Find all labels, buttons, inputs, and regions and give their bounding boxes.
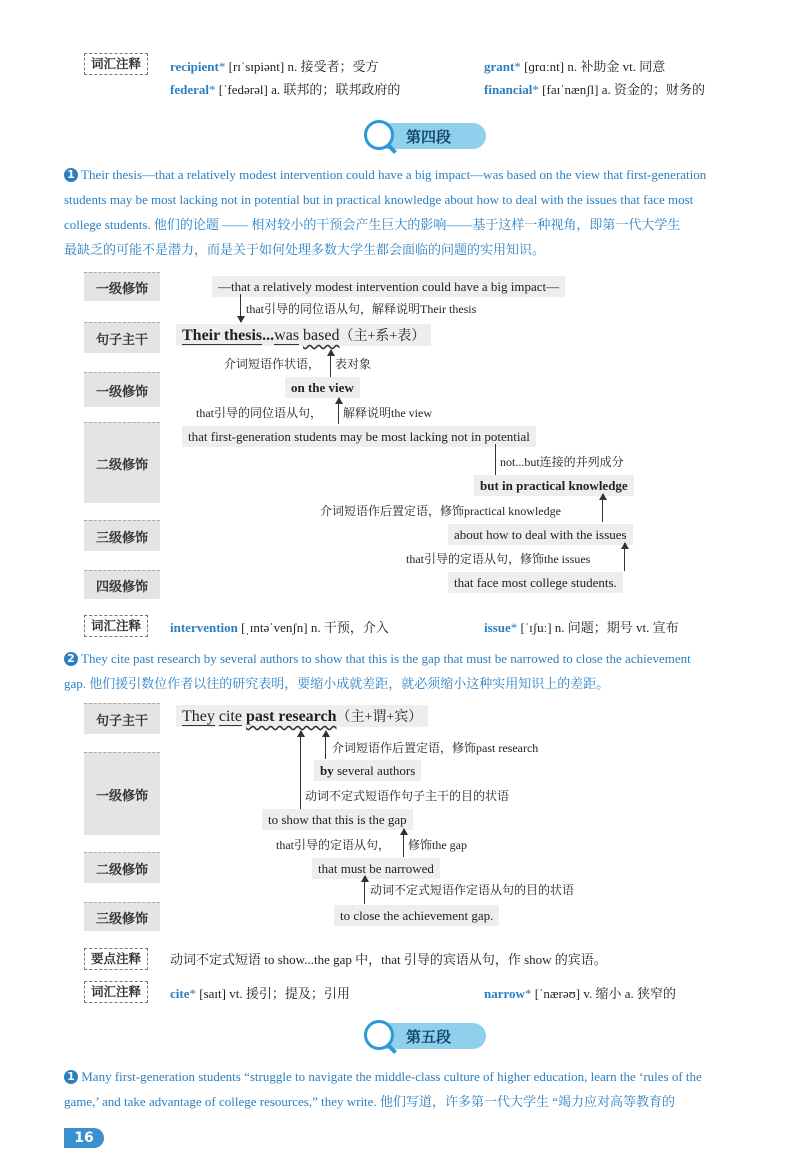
vocab-entry: intervention [ˌɪntəˈvenʃn] n. 干预，介入 <box>170 620 389 635</box>
sentence-trunk: They cite past research（主+谓+宾） <box>176 705 428 727</box>
paragraph: 1 Many first-generation students “struggle to navigate the middle-class culture of higher education, learn the ‘rules of the game,’ and take advantage of college resources,” they write. 他们写道，许多第一代大学生 “竭力应对高等教育的 <box>64 1069 702 1109</box>
section-header <box>366 123 486 149</box>
level-label: 句子主干 <box>84 322 160 353</box>
annotation: 表对象 <box>335 357 372 371</box>
clause-that-face: that face most college students. <box>448 572 623 593</box>
section-title: 第四段 <box>406 128 452 146</box>
arrow <box>240 294 241 322</box>
level-label: 二级修饰 <box>84 422 160 503</box>
vocab-entry: grant* [ɡrɑːnt] n. 补助金 vt. 同意 <box>484 59 666 74</box>
annotation: that引导的同位语从句，解释说明Their thesis <box>246 302 477 316</box>
phrase-on-the-view: on the view <box>285 377 360 398</box>
arrow <box>330 350 331 378</box>
vocab-entry: financial* [faɪˈnænʃl] a. 资金的；财务的 <box>484 82 705 97</box>
vocab-tag: 词汇注释 <box>84 53 148 75</box>
level-label: 三级修饰 <box>84 520 160 551</box>
clause-that-must: that must be narrowed <box>312 858 440 879</box>
annotation: 介词短语作状语， <box>224 357 321 371</box>
arrow <box>602 494 603 522</box>
level-label: 四级修饰 <box>84 570 160 599</box>
key-point-text: 动词不定式短语 to show...the gap 中，that 引导的宾语从句，作 show 的宾语。 <box>170 952 607 967</box>
sentence-number: 2 <box>64 652 78 666</box>
annotation: not...but连接的并列成分 <box>500 455 624 469</box>
page-number: 16 <box>64 1128 104 1148</box>
paragraph: 1 Their thesis—that a relatively modest intervention could have a big impact—was based on the view that first-generation students may be most lacking not in potential but in practical knowledge about how to deal with the issues that face most college students. 他们的论题 —— 相对较小的干预会产生巨大的影响——基于这样一种视角，即第一代大学生 最缺乏的可能不是潜力，而是关于如何处理多数大学生都会面临的问题的实用知识。 <box>64 167 707 257</box>
level-label: 句子主干 <box>84 703 160 734</box>
annotation: 动词不定式短语作句子主干的目的状语 <box>305 789 510 803</box>
vocab-entry: narrow* [ˈnærəʊ] v. 缩小 a. 狭窄的 <box>484 986 677 1001</box>
paragraph: 2 They cite past research by several authors to show that this is the gap that must be narrowed to close the achievement gap. 他们援引数位作者以往的研究表明，要缩小成就差距，就必须缩小这种实用知识上的差距。 <box>64 651 691 691</box>
appositive-clause: —that a relatively modest intervention could have a big impact— <box>212 276 565 297</box>
appositive-clause: that first-generation students may be most lacking not in potential <box>182 426 536 447</box>
annotation: 解释说明the view <box>343 406 432 420</box>
vocab-tag: 词汇注释 <box>84 981 148 1003</box>
magnifier-icon <box>364 120 394 150</box>
phrase-to-show: to show that this is the gap <box>262 809 413 830</box>
arrow <box>624 543 625 571</box>
level-label: 一级修饰 <box>84 752 160 835</box>
annotation: that引导的定语从句，修饰the issues <box>406 552 591 566</box>
annotation: 介词短语作后置定语，修饰past research <box>332 741 539 755</box>
annotation: 动词不定式短语作定语从句的目的状语 <box>370 883 575 897</box>
phrase-but-in: but in practical knowledge <box>474 475 634 496</box>
annotation: 修饰the gap <box>408 838 467 852</box>
phrase-about: about how to deal with the issues <box>448 524 633 545</box>
phrase-by: by several authors <box>314 760 421 781</box>
vocab-tag: 词汇注释 <box>84 615 148 637</box>
vocab-entry: recipient* [rɪˈsɪpiənt] n. 接受者；受方 <box>170 59 379 74</box>
key-point-tag: 要点注释 <box>84 948 148 970</box>
annotation: that引导的定语从句， <box>276 838 390 852</box>
level-label: 一级修饰 <box>84 272 160 301</box>
vocab-entry: cite* [saɪt] vt. 援引；提及；引用 <box>170 986 350 1001</box>
arrow <box>300 731 301 809</box>
level-label: 二级修饰 <box>84 852 160 883</box>
level-label: 三级修饰 <box>84 902 160 931</box>
sentence-number: 1 <box>64 1070 78 1084</box>
level-label: 一级修饰 <box>84 372 160 407</box>
arrow <box>364 876 365 904</box>
section-header <box>366 1023 486 1049</box>
arrow <box>403 829 404 857</box>
sentence-trunk: Their thesis...was based（主+系+表） <box>176 324 431 346</box>
arrow <box>325 731 326 759</box>
annotation: that引导的同位语从句， <box>196 406 322 420</box>
annotation: 介词短语作后置定语，修饰practical knowledge <box>320 504 561 518</box>
phrase-to-close: to close the achievement gap. <box>334 905 499 926</box>
vocab-entry: issue* [ˈɪʃuː] n. 问题；期号 vt. 宣布 <box>484 620 679 635</box>
magnifier-icon <box>364 1020 394 1050</box>
sentence-number: 1 <box>64 168 78 182</box>
connector-line <box>495 444 496 476</box>
arrow <box>338 398 339 424</box>
vocab-entry: federal* [ˈfedərəl] a. 联邦的；联邦政府的 <box>170 82 401 97</box>
section-title: 第五段 <box>406 1028 452 1046</box>
